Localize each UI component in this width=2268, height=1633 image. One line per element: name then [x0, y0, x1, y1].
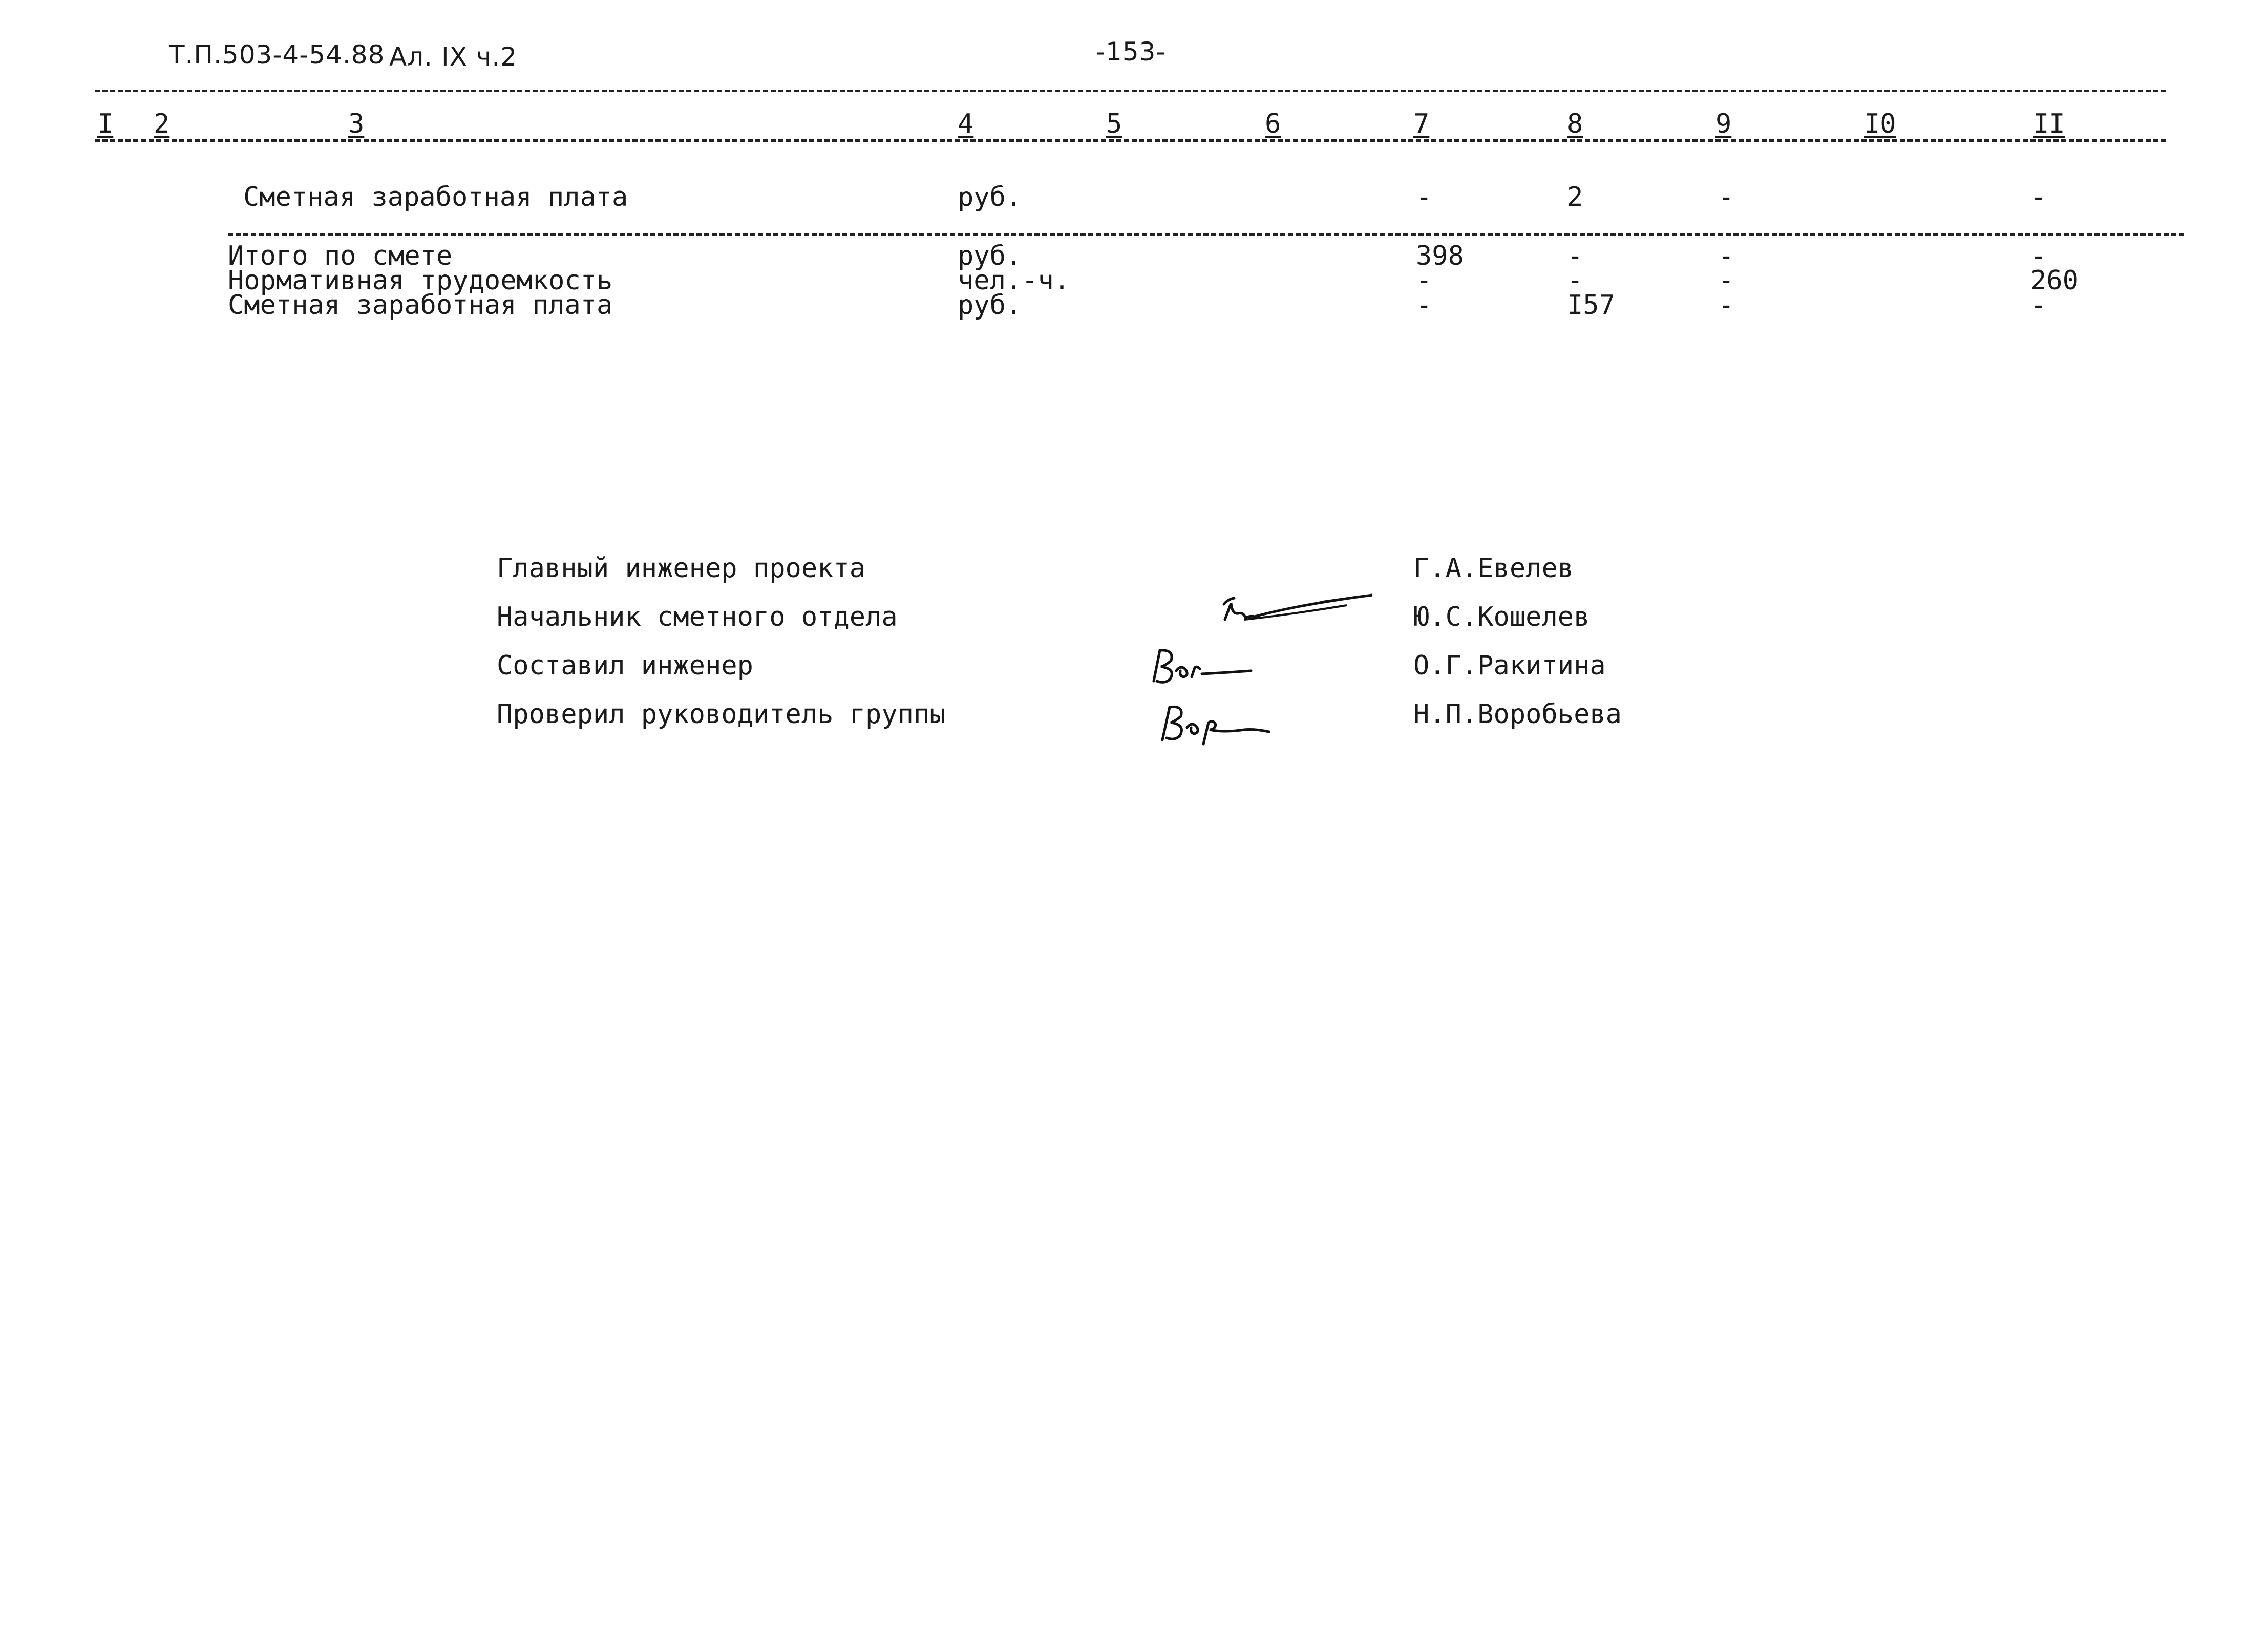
- column-number: 5: [1106, 109, 1122, 139]
- column-number: 2: [154, 109, 170, 139]
- column-number: 4: [958, 109, 974, 139]
- cell-col9: -: [1718, 241, 1734, 271]
- cell-col11: -: [2030, 182, 2047, 213]
- row-unit: руб.: [958, 290, 1022, 321]
- cell-col7: -: [1416, 182, 1432, 213]
- column-number: I: [97, 109, 114, 139]
- row-label: Итого по смете: [228, 241, 453, 271]
- page-number: -153-: [1096, 37, 1166, 67]
- column-number: 8: [1567, 109, 1583, 139]
- cell-col7: 398: [1416, 241, 1464, 271]
- signer-name: Н.П.Воробьева: [1413, 699, 1622, 730]
- column-number: II: [2033, 109, 2065, 139]
- column-number: 6: [1265, 109, 1281, 139]
- cell-col7: -: [1416, 265, 1432, 296]
- cell-col8: -: [1567, 265, 1583, 296]
- signer-role: Главный инженер проекта: [497, 553, 866, 584]
- cell-col7: -: [1416, 290, 1432, 321]
- signer-name: Г.А.Евелев: [1413, 553, 1574, 584]
- row-unit: руб.: [958, 241, 1022, 271]
- signature-mark: [1152, 694, 1280, 752]
- cell-col9: -: [1718, 290, 1734, 321]
- cell-col11: -: [2030, 241, 2047, 271]
- column-number: 9: [1715, 109, 1732, 139]
- row-label: Сметная заработная плата: [243, 182, 628, 213]
- cell-col9: -: [1718, 182, 1734, 213]
- cell-col8: -: [1567, 241, 1583, 271]
- signature-mark: [1214, 584, 1377, 642]
- signer-role: Начальник сметного отдела: [497, 602, 898, 632]
- signer-name: Ю.С.Кошелев: [1413, 602, 1590, 632]
- column-number: 3: [348, 109, 365, 139]
- album-label: Ал. IX ч.2: [389, 42, 518, 72]
- row-label: Нормативная трудоемкость: [228, 265, 613, 296]
- cell-col11: 260: [2030, 265, 2079, 296]
- cell-col9: -: [1718, 265, 1734, 296]
- header-rule: [95, 139, 2166, 142]
- row-label: Сметная заработная плата: [228, 290, 613, 321]
- signature-mark: [1144, 640, 1267, 693]
- row-unit: чел.-ч.: [958, 265, 1070, 296]
- top-rule: [95, 90, 2166, 92]
- signer-name: О.Г.Ракитина: [1413, 650, 1606, 681]
- row-unit: руб.: [958, 182, 1022, 213]
- column-number: 7: [1413, 109, 1430, 139]
- totals-rule: [228, 233, 2184, 236]
- column-number: I0: [1864, 109, 1896, 139]
- signer-role: Составил инженер: [497, 650, 753, 681]
- doc-code: Т.П.503-4-54.88: [169, 40, 385, 70]
- cell-col11: -: [2030, 290, 2047, 321]
- cell-col8: 2: [1567, 182, 1583, 213]
- cell-col8: I57: [1567, 290, 1615, 321]
- signer-role: Проверил руководитель группы: [497, 699, 946, 730]
